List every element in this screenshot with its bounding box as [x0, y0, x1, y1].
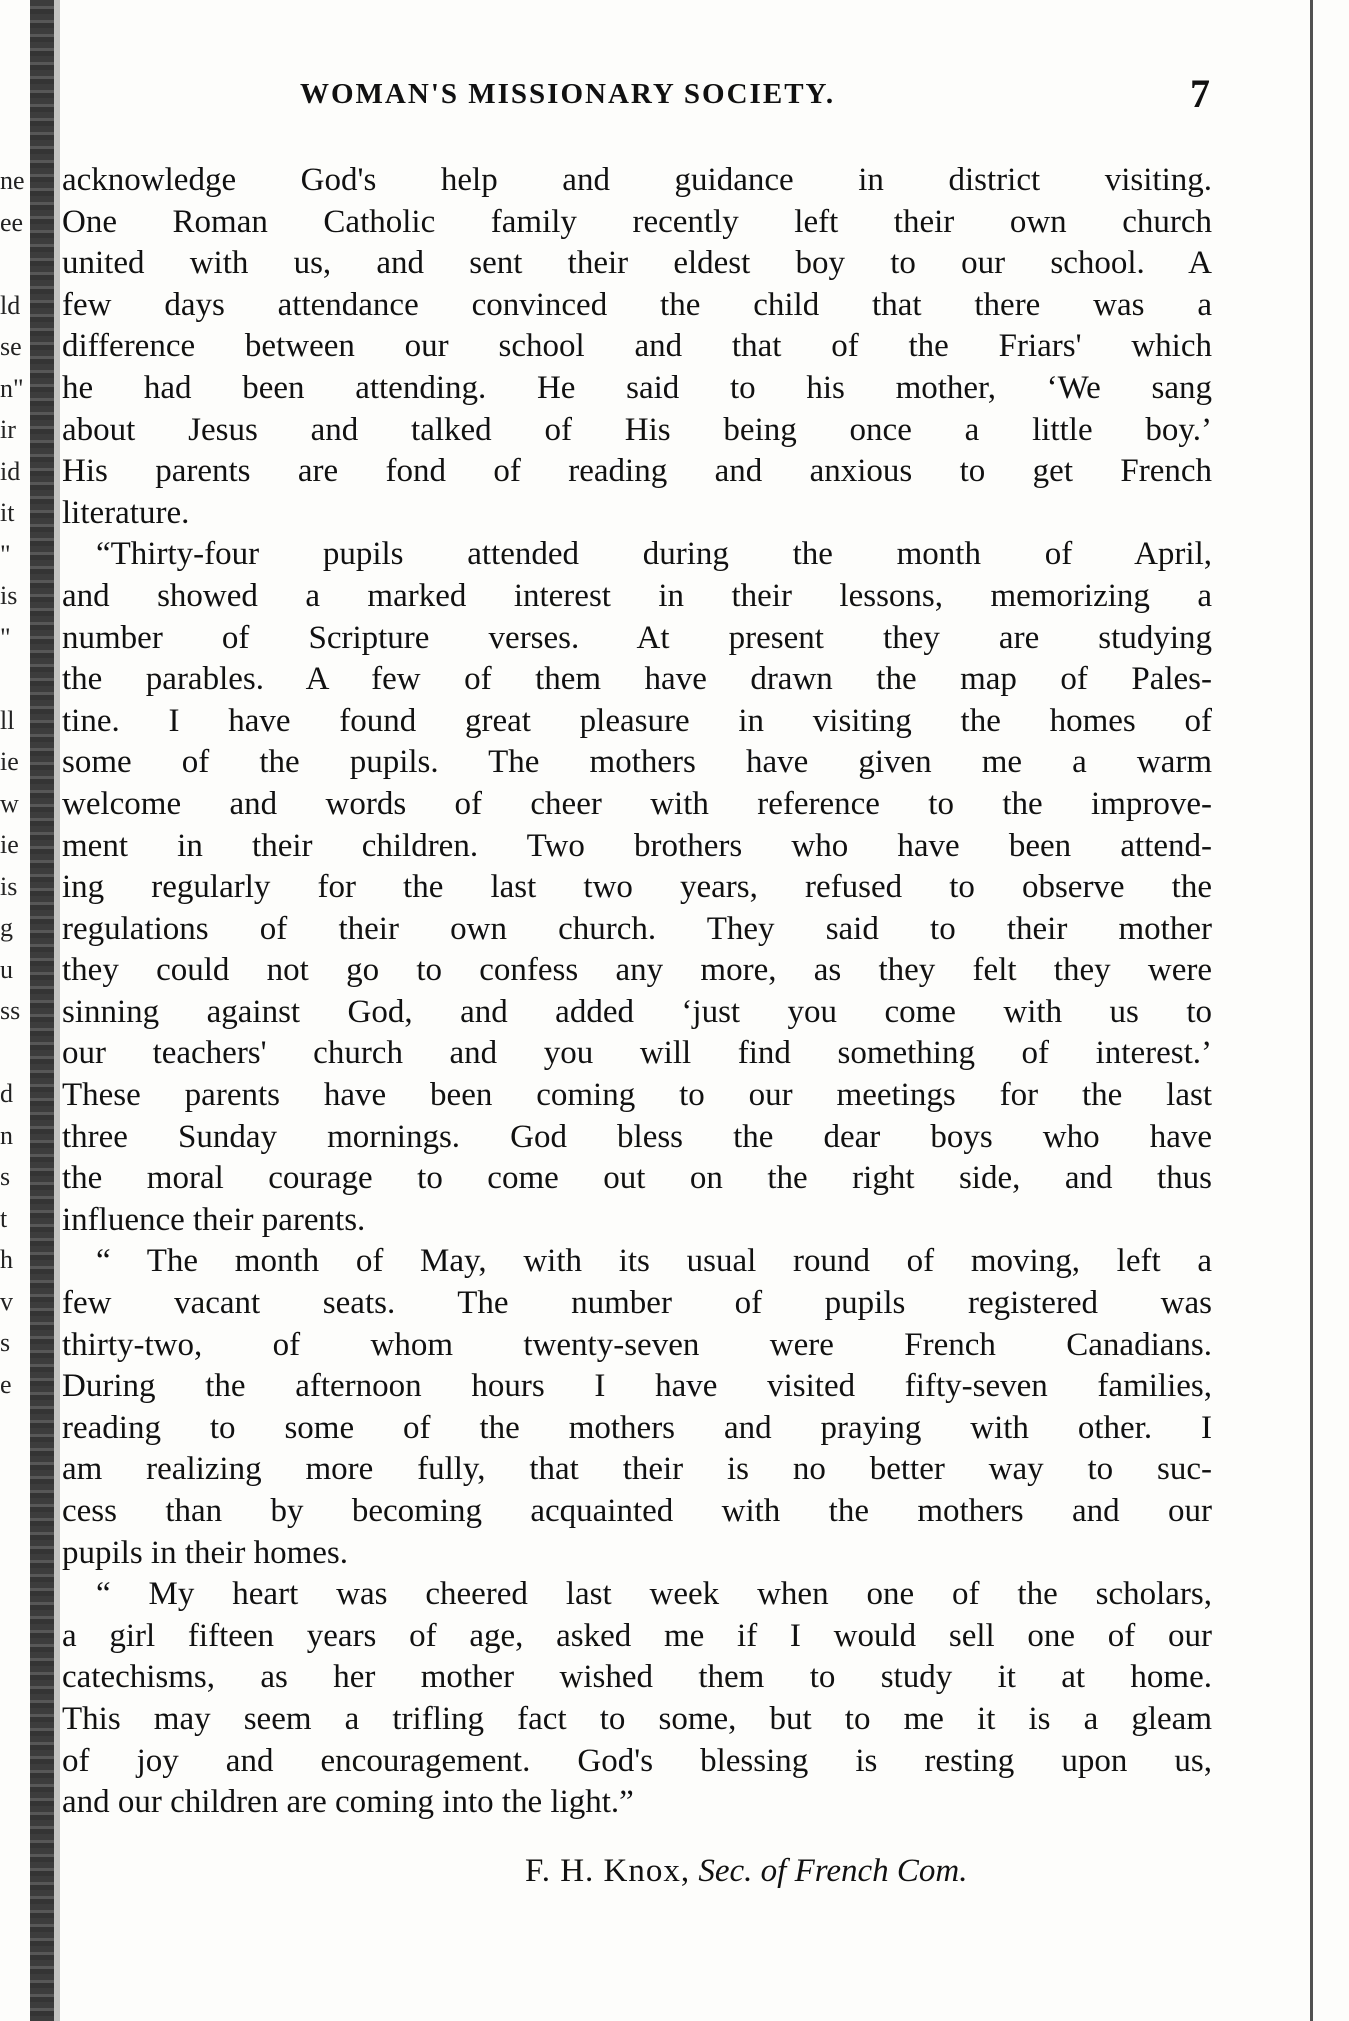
text-line: few days attendance convinced the child that there was a — [62, 286, 1212, 323]
margin-fragment: n" — [0, 373, 24, 403]
text-line: he had been attending. He said to his mother, ‘We sang — [62, 369, 1212, 406]
text-line: regulations of their own church. They said to their mother — [62, 910, 1212, 947]
text-line: This may seem a trifling fact to some, but to me it is a gleam — [62, 1700, 1212, 1737]
body-text — [62, 160, 1212, 1824]
previous-page-margin — [0, 160, 30, 1405]
text-line: “ My heart was cheered last week when one of the scholars, — [96, 1576, 1212, 1613]
text-line: “Thirty-four pupils attended during the month of April, — [96, 536, 1212, 573]
text-line: they could not go to confess any more, as they felt they were — [62, 952, 1212, 989]
text-line: literature. — [62, 494, 190, 531]
margin-fragment: ld — [0, 290, 21, 320]
margin-fragment: v — [0, 1286, 13, 1316]
margin-fragment: g — [0, 913, 13, 942]
text-line: reading to some of the mothers and praying with other. I — [62, 1409, 1212, 1446]
margin-fragment — [0, 243, 30, 285]
margin-fragment: h — [0, 1245, 13, 1274]
text-line: influence their parents. — [62, 1201, 366, 1238]
margin-fragment: ir — [0, 415, 16, 444]
margin-fragment: se — [0, 332, 22, 361]
text-line: These parents have been coming to our meetings for the last — [62, 1077, 1212, 1114]
text-line: difference between our school and that of the Friars' which — [62, 328, 1212, 365]
text-line: ing regularly for the last two years, refused to observe the — [62, 869, 1212, 906]
margin-fragment: ll — [0, 705, 15, 735]
margin-fragment: " — [0, 622, 11, 652]
margin-fragment: " — [0, 539, 11, 569]
text-line: number of Scripture verses. At present they are studying — [62, 619, 1212, 656]
right-page-edge — [1310, 0, 1313, 2021]
text-line: thirty-two, of whom twenty-seven were French Canadians. — [62, 1326, 1212, 1363]
margin-fragment: e — [0, 1369, 12, 1399]
text-line: the parables. A few of them have drawn the map of Pales- — [62, 661, 1212, 698]
text-line: tine. I have found great pleasure in visiting the homes of — [62, 702, 1212, 739]
margin-fragment: n — [0, 1120, 13, 1150]
text-line: pupils in their homes. — [62, 1534, 348, 1571]
margin-fragment: s — [0, 1328, 11, 1357]
text-line: welcome and words of cheer with reference to the improve- — [62, 785, 1212, 822]
margin-fragment: is — [0, 581, 18, 610]
margin-fragment: ie — [0, 747, 19, 776]
margin-fragment: it — [0, 498, 15, 527]
text-line: about Jesus and talked of His being once a little boy.’ — [62, 411, 1212, 448]
text-line: the moral courage to come out on the right side, and thus — [62, 1160, 1212, 1197]
text-line: and our children are coming into the light.” — [62, 1784, 634, 1821]
text-line: ment in their children. Two brothers who have been attend- — [62, 827, 1212, 864]
binding-edge — [30, 0, 54, 2021]
text-line: of joy and encouragement. God's blessing is resting upon us, — [62, 1742, 1212, 1779]
text-line: united with us, and sent their eldest boy to our school. A — [62, 245, 1212, 282]
running-head — [60, 70, 1210, 120]
margin-fragment: id — [0, 456, 21, 486]
text-line: few vacant seats. The number of pupils registered was — [62, 1285, 1212, 1322]
signature-title: Sec. of French Com. — [698, 1853, 968, 1889]
page-number: 7 — [1190, 71, 1210, 116]
margin-fragment: s — [0, 1162, 11, 1191]
margin-fragment: w — [0, 788, 19, 818]
text-line: During the afternoon hours I have visited fifty-seven families, — [62, 1368, 1212, 1405]
text-line: “ The month of May, with its usual round of moving, left a — [96, 1243, 1212, 1280]
margin-fragment: d — [0, 1079, 13, 1108]
text-line: some of the pupils. The mothers have given me a warm — [62, 744, 1212, 781]
text-line: a girl fifteen years of age, asked me if I would sell one of our — [62, 1617, 1212, 1654]
text-line: am realizing more fully, that their is no better way to suc- — [62, 1451, 1212, 1488]
margin-fragment: u — [0, 954, 13, 984]
running-title: WOMAN'S MISSIONARY SOCIETY. — [300, 78, 836, 110]
text-line: sinning against God, and added ‘just you come with us to — [62, 993, 1212, 1030]
text-line: and showed a marked interest in their lessons, memorizing a — [62, 577, 1212, 614]
margin-fragment: t — [0, 1203, 8, 1233]
text-line: acknowledge God's help and guidance in district visiting. — [62, 162, 1212, 198]
margin-fragment: ss — [0, 996, 21, 1025]
margin-fragment — [0, 658, 30, 700]
margin-fragment: ne — [0, 166, 25, 195]
text-line: our teachers' church and you will find something of interest.’ — [62, 1035, 1212, 1072]
text-line: catechisms, as her mother wished them to study it at home. — [62, 1659, 1212, 1696]
text-line: cess than by becoming acquainted with the mothers and our — [62, 1493, 1212, 1529]
text-line: His parents are fond of reading and anxious to get French — [62, 453, 1212, 490]
signature — [525, 1853, 968, 1890]
binding-shadow — [54, 0, 60, 2021]
margin-fragment: ie — [0, 830, 19, 859]
text-line: three Sunday mornings. God bless the dear boys who have — [62, 1118, 1212, 1155]
margin-fragment — [0, 1032, 30, 1074]
signature-name: F. H. Knox, — [525, 1853, 691, 1889]
text-line: One Roman Catholic family recently left their own church — [62, 203, 1212, 240]
margin-fragment: ee — [0, 207, 24, 237]
margin-fragment: is — [0, 871, 18, 901]
